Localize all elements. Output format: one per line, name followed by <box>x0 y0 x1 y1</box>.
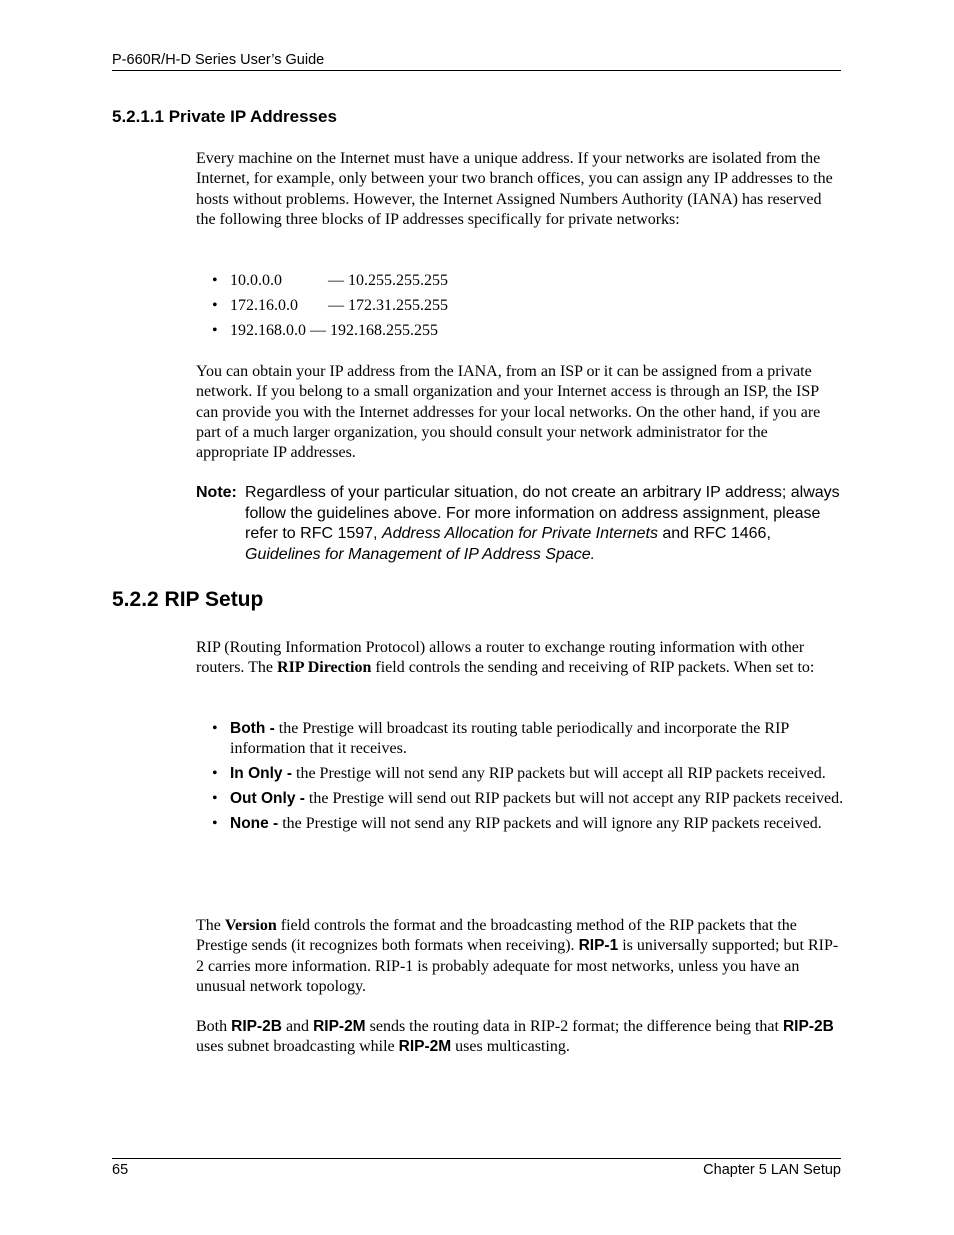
list-item: • 192.168.0.0 — 192.168.255.255 <box>196 321 844 341</box>
list-item: • Both - the Prestige will broadcast its routing table periodically and incorporate the RIP information that it receives. <box>196 719 844 760</box>
rip-intro: RIP (Routing Information Protocol) allows a router to exchange routing information with other routers. The RIP Direction field controls the sending and receiving of RIP packets. When set to: <box>196 639 815 677</box>
running-header <box>112 52 841 71</box>
note-label: Note: <box>196 484 237 501</box>
list-item: • None - the Prestige will not send any RIP packets and will ignore any RIP packets received. <box>196 814 844 834</box>
page-number: 65 <box>112 1162 129 1178</box>
list-item: • 172.16.0.0 — 172.31.255.255 <box>196 296 844 316</box>
list-item: • In Only - the Prestige will not send any RIP packets but will accept all RIP packets received. <box>196 764 844 784</box>
section-heading-private-ip: 5.2.1.1 Private IP Addresses <box>112 107 337 126</box>
obtain-ip-paragraph: You can obtain your IP address from the IANA, from an ISP or it can be assigned from a private network. If you belong to a small organization and your Internet access is through an ISP, the ISP can provide you with the Internet addresses for your local networks. On the other hand, if you are part of a much larger organization, you should consult your network administrator for the appropriate IP addresses. <box>196 363 821 462</box>
list-item: • 10.0.0.0 — 10.255.255.255 <box>196 271 844 291</box>
chapter-title: Chapter 5 LAN Setup <box>703 1162 841 1178</box>
guide-title: P-660R/H-D Series User’s Guide <box>112 52 325 68</box>
note-block: Note: Regardless of your particular situation, do not create an arbitrary IP address; always follow the guidelines above. For more information on address assignment, please refer to RFC 1597, Address Allocation for Private Internets and RFC 1466, Guidelines for Management of IP Address Space. <box>196 484 840 563</box>
list-item: • Out Only - the Prestige will send out RIP packets but will not accept any RIP packets received. <box>196 789 844 809</box>
ip-range-list <box>196 271 844 346</box>
running-footer <box>112 1158 841 1178</box>
rip2-paragraph: Both RIP-2B and RIP-2M sends the routing data in RIP-2 format; the difference being that RIP-2B uses subnet broadcasting while RIP-2M uses multicasting. <box>196 1018 834 1056</box>
rip-direction-list <box>196 719 844 839</box>
section-heading-rip-setup: 5.2.2 RIP Setup <box>112 588 264 611</box>
version-paragraph: The Version field controls the format and the broadcasting method of the RIP packets that the Prestige sends (it recognizes both formats when receiving). RIP-1 is universally supported; but RIP-2 carries more information. RIP-1 is probably adequate for most networks, unless you have an unusual network topology. <box>196 917 839 995</box>
private-ip-intro: Every machine on the Internet must have a unique address. If your networks are isolated from the Internet, for example, only between your two branch offices, you can assign any IP addresses to the hosts without problems. However, the Internet Assigned Numbers Authority (IANA) has reserved the following three blocks of IP addresses specifically for private networks: <box>196 150 833 228</box>
